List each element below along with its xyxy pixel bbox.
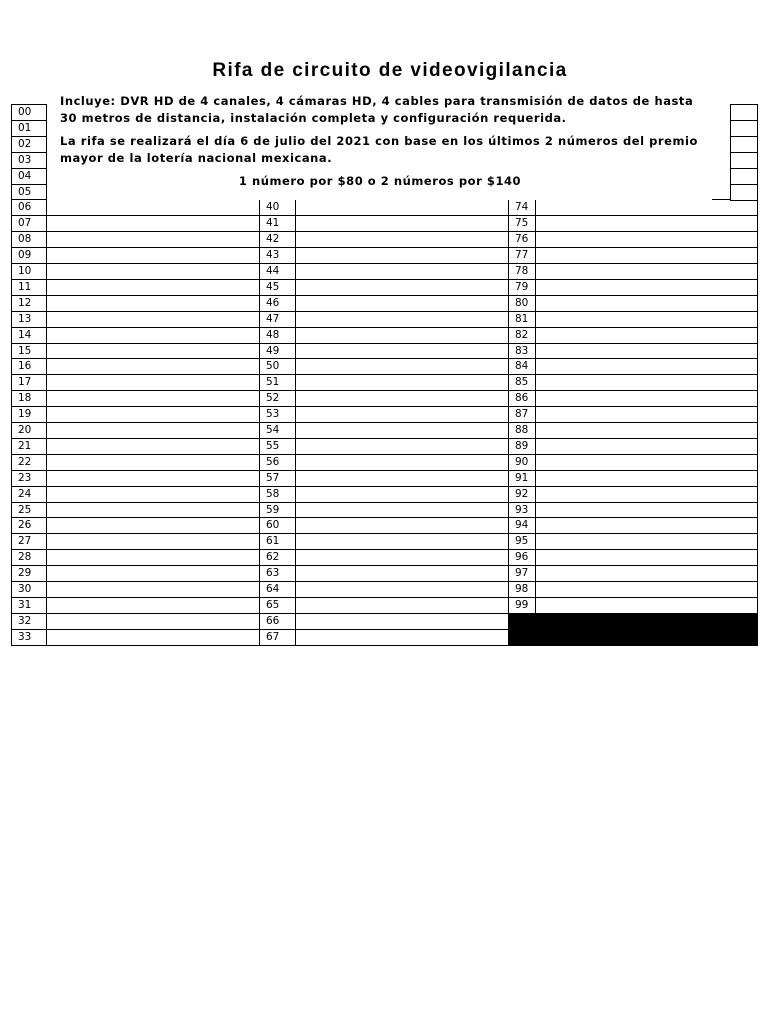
ticket-number: 97 <box>508 565 536 582</box>
ticket-name-cell <box>295 311 509 328</box>
ticket-name-cell <box>46 374 260 391</box>
ticket-name-cell <box>295 295 509 312</box>
ticket-name-cell <box>46 629 260 646</box>
ticket-number: 89 <box>508 438 536 455</box>
ticket-number: 93 <box>508 502 536 519</box>
ticket-name-cell <box>295 247 509 264</box>
ticket-number: 90 <box>508 454 536 471</box>
ticket-name-cell <box>295 231 509 248</box>
ticket-name-cell <box>730 184 758 201</box>
ticket-number: 76 <box>508 231 536 248</box>
ticket-number: 52 <box>259 390 296 407</box>
ticket-number: 46 <box>259 295 296 312</box>
ticket-name-cell <box>46 581 260 598</box>
ticket-number: 65 <box>259 597 296 614</box>
ticket-number: 43 <box>259 247 296 264</box>
ticket-name-cell <box>295 438 509 455</box>
ticket-number: 49 <box>259 343 296 360</box>
ticket-number: 74 <box>508 199 536 216</box>
ticket-name-cell <box>46 486 260 503</box>
ticket-number: 18 <box>11 390 47 407</box>
ticket-name-cell <box>535 565 758 582</box>
ticket-number: 91 <box>508 470 536 487</box>
ticket-number: 31 <box>11 597 47 614</box>
includes-text: Incluye: DVR HD de 4 canales, 4 cámaras HD, 4 cables para transmisión de datos de hasta 30 metros de distancia, instalación completa y configuración requerida. <box>60 94 694 125</box>
ticket-name-cell <box>535 311 758 328</box>
ticket-name-cell <box>46 390 260 407</box>
ticket-name-cell <box>730 136 758 153</box>
ticket-name-cell <box>295 422 509 439</box>
ticket-number: 19 <box>11 406 47 423</box>
ticket-name-cell <box>46 358 260 375</box>
ticket-name-cell <box>46 263 260 280</box>
ticket-number: 00 <box>11 104 47 121</box>
ticket-number: 55 <box>259 438 296 455</box>
ticket-name-cell <box>295 517 509 534</box>
ticket-name-cell <box>46 422 260 439</box>
ticket-name-cell <box>295 454 509 471</box>
ticket-number: 54 <box>259 422 296 439</box>
ticket-name-cell <box>535 406 758 423</box>
ticket-number: 42 <box>259 231 296 248</box>
ticket-name-cell <box>46 438 260 455</box>
ticket-number: 67 <box>259 629 296 646</box>
ticket-number: 04 <box>11 168 47 185</box>
ticket-number: 96 <box>508 549 536 566</box>
ticket-name-cell <box>535 358 758 375</box>
ticket-name-cell <box>535 279 758 296</box>
ticket-number: 21 <box>11 438 47 455</box>
ticket-name-cell <box>46 199 260 216</box>
ticket-number: 47 <box>259 311 296 328</box>
ticket-number: 61 <box>259 533 296 550</box>
ticket-name-cell <box>535 438 758 455</box>
blacked-out-area <box>508 614 758 646</box>
ticket-name-cell <box>535 327 758 344</box>
ticket-name-cell <box>46 597 260 614</box>
ticket-number: 15 <box>11 343 47 360</box>
ticket-name-cell <box>535 549 758 566</box>
ticket-name-cell <box>535 295 758 312</box>
ticket-name-cell <box>535 374 758 391</box>
ticket-name-cell <box>730 120 758 137</box>
info-box <box>47 89 712 200</box>
ticket-number: 77 <box>508 247 536 264</box>
ticket-name-cell <box>535 517 758 534</box>
ticket-name-cell <box>46 565 260 582</box>
ticket-number: 05 <box>11 184 47 201</box>
ticket-name-cell <box>46 215 260 232</box>
ticket-number: 33 <box>11 629 47 646</box>
ticket-number: 01 <box>11 120 47 137</box>
ticket-name-cell <box>535 422 758 439</box>
ticket-name-cell <box>295 613 509 630</box>
ticket-number: 11 <box>11 279 47 296</box>
ticket-number: 60 <box>259 517 296 534</box>
ticket-number: 53 <box>259 406 296 423</box>
ticket-number: 48 <box>259 327 296 344</box>
ticket-number: 63 <box>259 565 296 582</box>
ticket-name-cell <box>46 533 260 550</box>
ticket-number: 94 <box>508 517 536 534</box>
ticket-number: 87 <box>508 406 536 423</box>
ticket-number: 79 <box>508 279 536 296</box>
ticket-name-cell <box>535 486 758 503</box>
ticket-number: 16 <box>11 358 47 375</box>
ticket-number: 66 <box>259 613 296 630</box>
ticket-number: 29 <box>11 565 47 582</box>
ticket-name-cell <box>295 486 509 503</box>
ticket-name-cell <box>295 565 509 582</box>
ticket-number: 59 <box>259 502 296 519</box>
ticket-name-cell <box>295 327 509 344</box>
ticket-number: 45 <box>259 279 296 296</box>
ticket-number: 80 <box>508 295 536 312</box>
ticket-number: 83 <box>508 343 536 360</box>
ticket-name-cell <box>295 406 509 423</box>
ticket-name-cell <box>46 231 260 248</box>
ticket-number: 78 <box>508 263 536 280</box>
ticket-number: 02 <box>11 136 47 153</box>
ticket-name-cell <box>535 533 758 550</box>
ticket-name-cell <box>46 517 260 534</box>
ticket-name-cell <box>295 263 509 280</box>
ticket-number: 64 <box>259 581 296 598</box>
ticket-name-cell <box>46 470 260 487</box>
ticket-number: 27 <box>11 533 47 550</box>
ticket-number: 51 <box>259 374 296 391</box>
ticket-number: 98 <box>508 581 536 598</box>
ticket-number: 50 <box>259 358 296 375</box>
ticket-name-cell <box>535 597 758 614</box>
ticket-number: 92 <box>508 486 536 503</box>
ticket-number: 82 <box>508 327 536 344</box>
ticket-name-cell <box>295 374 509 391</box>
ticket-number: 99 <box>508 597 536 614</box>
ticket-number: 62 <box>259 549 296 566</box>
ticket-number: 95 <box>508 533 536 550</box>
ticket-name-cell <box>535 199 758 216</box>
ticket-name-cell <box>46 613 260 630</box>
ticket-number: 20 <box>11 422 47 439</box>
ticket-name-cell <box>295 279 509 296</box>
ticket-number: 07 <box>11 215 47 232</box>
ticket-name-cell <box>46 327 260 344</box>
ticket-number: 24 <box>11 486 47 503</box>
ticket-number: 23 <box>11 470 47 487</box>
ticket-name-cell <box>730 104 758 121</box>
ticket-number: 58 <box>259 486 296 503</box>
ticket-number: 17 <box>11 374 47 391</box>
ticket-number: 09 <box>11 247 47 264</box>
ticket-name-cell <box>535 581 758 598</box>
ticket-name-cell <box>535 215 758 232</box>
ticket-name-cell <box>535 454 758 471</box>
ticket-number: 30 <box>11 581 47 598</box>
ticket-number: 75 <box>508 215 536 232</box>
ticket-name-cell <box>535 263 758 280</box>
ticket-name-cell <box>535 247 758 264</box>
ticket-number: 84 <box>508 358 536 375</box>
ticket-name-cell <box>535 390 758 407</box>
ticket-number: 41 <box>259 215 296 232</box>
ticket-name-cell <box>46 295 260 312</box>
ticket-name-cell <box>295 581 509 598</box>
ticket-name-cell <box>295 199 509 216</box>
ticket-number: 12 <box>11 295 47 312</box>
page-title: Rifa de circuito de videovigilancia <box>212 60 568 81</box>
ticket-name-cell <box>295 215 509 232</box>
ticket-number: 26 <box>11 517 47 534</box>
ticket-number: 88 <box>508 422 536 439</box>
ticket-name-cell <box>535 231 758 248</box>
ticket-number: 32 <box>11 613 47 630</box>
ticket-name-cell <box>46 279 260 296</box>
ticket-name-cell <box>730 152 758 169</box>
ticket-name-cell <box>295 533 509 550</box>
ticket-name-cell <box>295 358 509 375</box>
ticket-name-cell <box>46 311 260 328</box>
ticket-name-cell <box>46 454 260 471</box>
ticket-name-cell <box>295 470 509 487</box>
ticket-name-cell <box>46 247 260 264</box>
ticket-number: 08 <box>11 231 47 248</box>
ticket-number: 28 <box>11 549 47 566</box>
ticket-name-cell <box>46 549 260 566</box>
ticket-name-cell <box>295 597 509 614</box>
price-text: 1 número por $80 o 2 números por $140 <box>238 174 522 188</box>
ticket-number: 25 <box>11 502 47 519</box>
ticket-name-cell <box>295 390 509 407</box>
ticket-number: 10 <box>11 263 47 280</box>
ticket-number: 13 <box>11 311 47 328</box>
ticket-number: 14 <box>11 327 47 344</box>
ticket-name-cell <box>46 406 260 423</box>
ticket-name-cell <box>535 470 758 487</box>
ticket-number: 06 <box>11 199 47 216</box>
ticket-name-cell <box>295 549 509 566</box>
ticket-number: 44 <box>259 263 296 280</box>
ticket-number: 40 <box>259 199 296 216</box>
ticket-number: 57 <box>259 470 296 487</box>
ticket-number: 85 <box>508 374 536 391</box>
ticket-number: 81 <box>508 311 536 328</box>
ticket-number: 03 <box>11 152 47 169</box>
draw-text: La rifa se realizará el día 6 de julio del 2021 con base en los últimos 2 números del premio mayor de la lotería nacional mexicana. <box>60 134 698 165</box>
ticket-name-cell <box>295 629 509 646</box>
ticket-number: 56 <box>259 454 296 471</box>
ticket-number: 86 <box>508 390 536 407</box>
ticket-name-cell <box>730 168 758 185</box>
ticket-number: 22 <box>11 454 47 471</box>
